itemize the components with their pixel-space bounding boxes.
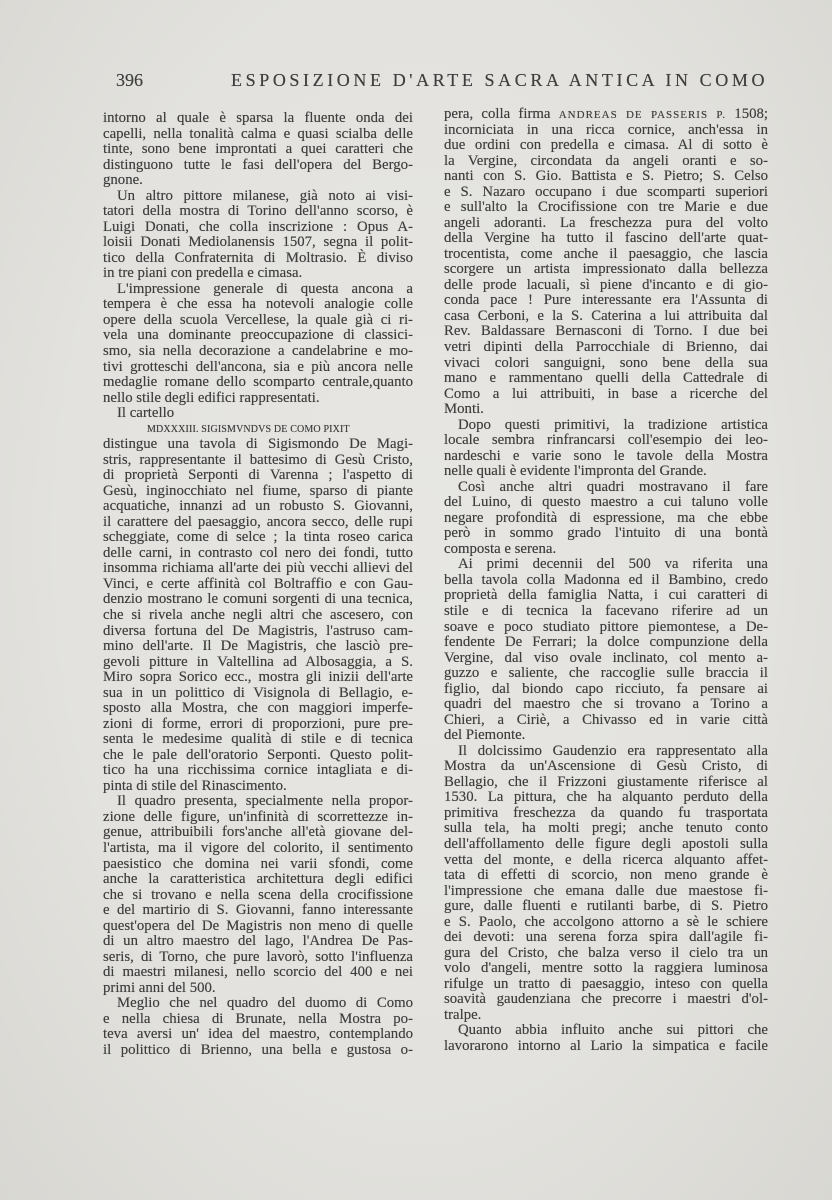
text-line: e S. Paolo, che accolgono attorno a sè le schiere	[444, 913, 768, 930]
paragraph	[103, 406, 413, 422]
text-line: due ordini con predella e cimasa. Al di sotto è	[444, 137, 768, 154]
text-line: quest'opera del De Magistris non meno di quelle	[103, 917, 413, 934]
inscription-line: MDXXXIII. SIGISMVNDVS DE COMO PIXIT	[147, 423, 350, 435]
text-line: che le pale dell'oratorio Serponti. Questo polit-	[103, 746, 413, 763]
text-line: Vinci, e certe affinità col Boltraffio e con Gau-	[103, 575, 413, 592]
text-line: Dopo questi primitivi, la tradizione artistica	[458, 416, 768, 433]
text-line: angeli adoranti. La freschezza pura del volto	[444, 214, 768, 231]
text-line: bella tavola colla Madonna ed il Bambino, credo	[444, 571, 768, 588]
text-line: distingue una tavola di Sigismondo De Magi-	[103, 436, 413, 453]
text-line: casa Cerboni, e la S. Caterina a lui attribuita dal	[444, 307, 768, 324]
text-line: nardeschi e varie sono le tavole della Mostra	[444, 447, 768, 464]
paragraph	[444, 418, 768, 480]
text-line: sua in un polittico di Visignola di Bellagio, e-	[103, 684, 413, 701]
text-line: tinte, sono bene improntati a quei caratteri che	[103, 141, 413, 158]
text-line: medaglie romane dello scomparto centrale,quanto	[103, 374, 413, 391]
paragraph	[103, 437, 413, 794]
text-line: Il cartello	[117, 405, 175, 422]
text-line: acquatiche, innanzi ad un robusto S. Giovanni,	[103, 498, 413, 515]
text-line: 1530. La pittura, che ha alquanto perduto della	[444, 789, 768, 806]
text-line: mano e rammentano quelli della Cattedrale di	[444, 370, 768, 387]
paragraph	[103, 189, 413, 282]
text-line: il carattere del paesaggio, ancora secco, delle rupi	[103, 513, 413, 530]
running-title: ESPOSIZIONE D'ARTE SACRA ANTICA IN COMO	[231, 70, 769, 90]
text-line: delle prode lacuali, sì piene d'incanto e di gio-	[444, 276, 768, 293]
text-line: locale sembra rinfrancarsi coll'esempio dei leo-	[444, 432, 768, 449]
text-line: Luigi Donati, che colla inscrizione : Opus A-	[103, 218, 413, 235]
text-line: vivaci colori sanguigni, sono bene della sua	[444, 354, 768, 371]
text-line: di un altro maestro del lago, l'Andrea De Pas-	[103, 933, 413, 950]
text-line: e S. Nazaro occupano i due scomparti superiori	[444, 183, 768, 200]
paragraph	[103, 794, 413, 996]
text-line: Meglio che nel quadro del duomo di Como	[117, 995, 413, 1012]
text-line: fendente De Ferrari; la dolce compunzione della	[444, 634, 768, 651]
text-line: gura del Cristo, che balza verso il cielo tra un	[444, 944, 768, 961]
text-line: Vergine, dal viso ovale inclinato, col mento a-	[444, 649, 768, 666]
text-line: vetta del monte, e della ricerca alquanto affet-	[444, 851, 768, 868]
text-line: dell'affollamento delle figure degli apostoli sulla	[444, 835, 768, 852]
text-line: tempera è che essa ha notevoli analogie colle	[103, 296, 413, 313]
text-line: Monti.	[444, 401, 484, 418]
text-line: sulla tela, ha molti pregi; anche tenuto conto	[444, 820, 768, 837]
paragraph	[444, 480, 768, 558]
text-line: stile e di tecnica la facevano riferire ad un	[444, 603, 768, 619]
text-segment: pera, colla firma	[444, 106, 559, 122]
text-line: zioni di forme, errori di proporzioni, pure pre-	[103, 715, 413, 732]
text-line: volo d'angeli, mentre sotto la raggiera luminosa	[444, 960, 768, 977]
text-line: gure, dalle fluenti e rutilanti barbe, di S. Pietro	[444, 898, 768, 915]
text-line: Il quadro presenta, specialmente nella propor-	[117, 793, 413, 810]
text-line: sposto alla Mostra, che con maggiori imperfe-	[103, 700, 413, 717]
text-line: teva aversi un' idea del maestro, contemplando	[103, 1026, 413, 1043]
text-line: vela una dominante preoccupazione di classici-	[103, 327, 413, 344]
text-line: stris, rappresentante il battesimo di Gesù Cristo,	[103, 451, 413, 468]
text-line: conda pace ! Pure interessante era l'Assunta di	[444, 292, 768, 309]
text-line: mino dell'arte. Il De Magistris, che lasciò pre-	[103, 638, 413, 655]
text-segment: 1508;	[726, 106, 769, 122]
text-line: quadri del maestro che si trovano a Torino a	[444, 696, 768, 713]
text-line: l'impressione che emana dalle due maestose fi-	[444, 882, 768, 899]
text-line: rifulge un tratto di paesaggio, inteso con quella	[444, 975, 768, 992]
text-line: Mostra da un'Ascensione di Gesù Cristo, di	[444, 758, 768, 775]
text-line: Quanto abbia influito anche sui pittori che	[458, 1022, 768, 1039]
text-line: nello stile degli edifici rappresentati.	[103, 389, 320, 406]
paragraph	[103, 282, 413, 406]
text-line: tico ha una ricchissima cornice intagliata e di-	[103, 762, 413, 779]
paragraph	[103, 111, 413, 189]
text-line: figlio, dal biondo capo ricciuto, fa pensare ai	[444, 680, 768, 697]
text-line: gevoli pitture in Valtellina ad Albosaggia, a S.	[103, 653, 413, 670]
text-line: capelli, nella tonalità calma e quasi scialba delle	[103, 125, 413, 142]
text-line: tralpe.	[444, 1006, 482, 1023]
page-number: 396	[116, 70, 143, 90]
text-line: diversa fortuna del De Magistris, l'astruso cam-	[103, 622, 413, 639]
text-line: del Luino, di questo maestro a cui taluno volle	[444, 494, 768, 511]
text-line: nelle quali è evidente l'impronta del Grande.	[444, 463, 707, 480]
text-line: soave e poco studiato pittore piemontese, a De-	[444, 618, 768, 635]
text-line: Il dolcissimo Gaudenzio era rappresentato alla	[458, 742, 768, 759]
text-line: anche la caratteristica architettura degli edifici	[103, 871, 413, 888]
text-line: composta e serena.	[444, 540, 557, 557]
text-line: Rev. Baldassare Bernasconi di Torno. I due bei	[444, 323, 768, 340]
text-line: incorniciata in una ricca cornice, anch'essa in	[444, 121, 768, 138]
text-line: e del martirio di S. Giovanni, fanno interessante	[103, 902, 413, 919]
text-line: Così anche altri quadri mostravano il fare	[458, 478, 768, 495]
text-line: del Piemonte.	[444, 727, 526, 744]
text-line: primitiva freschezza da quando fu trasportata	[444, 804, 768, 821]
inscription-paragraph	[103, 422, 413, 438]
text-line: soavità gaudenziana che precorre i maestri d'ol-	[444, 991, 768, 1008]
small-caps-signature: ANDREAS DE PASSERIS P.	[558, 109, 727, 121]
text-line: che si trovano e nella scena della crocifissione	[103, 886, 413, 903]
text-line: senta le medesime qualità di stile e di tecnica	[103, 731, 413, 748]
text-line: tata di effetti di scorcio, non meno grande è	[444, 867, 768, 884]
text-line: e nella chiesa di Brunate, nella Mostra po-	[103, 1010, 413, 1027]
paragraph	[444, 107, 768, 418]
text-line: smo, sia nella decorazione a candelabrine e mo-	[103, 342, 413, 359]
text-line: di maestri milanesi, nello scorcio del 400 e nei	[103, 964, 413, 981]
paragraph	[444, 557, 768, 743]
text-line: però in sommo grado l'intuito di una bontà	[444, 525, 768, 542]
text-line	[444, 107, 768, 123]
text-line: nanti con S. Gio. Battista e S. Pietro; S. Celso	[444, 168, 768, 185]
text-line: Gesù, inginocchiato nel fiume, sparso di piante	[103, 482, 413, 499]
text-line: delle carni, in contrasto col nero dei fondi, tutto	[103, 544, 413, 561]
text-line: Bellagio, che il Frizzoni giustamente riferisce al	[444, 773, 768, 790]
paragraph	[103, 996, 413, 1058]
text-line: Como a lui attribuiti, in base a ricerche del	[444, 385, 768, 402]
text-line: trocentista, come anche il paesaggio, che lascia	[444, 245, 768, 262]
text-line: intorno al quale è sparsa la fluente onda dei	[103, 110, 413, 126]
text-line: vetri dipinti della Parrocchiale di Brienno, dai	[444, 338, 768, 355]
text-line: e sull'alto la Crocifissione con tre Marie e due	[444, 199, 768, 216]
text-line: genue, attribuibili fors'anche all'età giovane del-	[103, 824, 413, 841]
text-line: il polittico di Brienno, una bella e gustosa o-	[103, 1041, 413, 1058]
text-line: guzzo e saliente, che raccoglie sulle braccia il	[444, 665, 768, 682]
text-line: denzio mostrano le comuni sorgenti di una tecnica,	[103, 591, 413, 608]
text-line: lavorarono intorno al Lario la simpatica e facile	[444, 1037, 768, 1054]
text-line: tivi grotteschi dell'ancona, sia e più ancora nelle	[103, 358, 413, 375]
paragraph	[444, 1023, 768, 1054]
text-line: Miro sopra Sorico ecc., mostra gli inizii dell'arte	[103, 669, 413, 686]
text-line: proprietà della famiglia Natta, i cui caratteri di	[444, 587, 768, 604]
text-line: di proprietà Serponti di Varenna ; l'aspetto di	[103, 467, 413, 484]
right-text-column	[444, 107, 768, 1054]
text-line: tico della Confraternita di Moltrasio. È diviso	[103, 249, 413, 266]
text-line: Ai primi decennii del 500 va riferita una	[458, 556, 768, 573]
text-line: scorgere un artista impressionato dalla bellezza	[444, 261, 768, 278]
text-line: che si rivela anche negli altri che ascesero, con	[103, 607, 413, 623]
text-line: opere della scuola Vercellese, la quale già ci ri-	[103, 311, 413, 328]
text-line: pinta di stile del Rinascimento.	[103, 777, 287, 794]
text-line: scheggiate, come di selce ; la tinta roseo carica	[103, 529, 413, 546]
left-text-column	[103, 111, 413, 1058]
text-line: seris, di Torno, che pure lavorò, sotto l'influenza	[103, 948, 413, 965]
text-line: negare profondità di espressione, ma che ebbe	[444, 509, 768, 526]
text-line: paesistico che domina nei varii sfondi, come	[103, 855, 413, 872]
paragraph	[444, 744, 768, 1024]
text-line: insomma richiama all'arte dei più vecchi allievi del	[103, 560, 413, 577]
text-line: zione delle figure, un'infinità di scorrettezze in-	[103, 808, 413, 825]
text-line: gnone.	[103, 172, 143, 189]
text-line: Chieri, a Ciriè, a Chivasso ed in varie città	[444, 711, 768, 728]
text-line: tatori della mostra di Torino dell'anno scorso, è	[103, 203, 413, 220]
text-line: in tre piani con predella e cimasa.	[103, 265, 303, 282]
text-line: loisii Donati Mediolanensis 1507, segna il polit-	[103, 234, 413, 251]
text-line: L'impressione generale di questa ancona a	[117, 280, 413, 297]
text-line: la Vergine, circondata da angeli oranti e so-	[444, 152, 768, 169]
text-line: della Vergine ha tutto il fascino dell'arte quat-	[444, 230, 768, 247]
text-line: distinguono tutte le fasi dell'opera del Bergo-	[103, 156, 413, 173]
text-line: primi anni del 500.	[103, 979, 216, 996]
text-line: Un altro pittore milanese, già noto ai visi-	[117, 187, 413, 204]
text-line: dei devoti: una serena forza spira dall'agile fi-	[444, 929, 768, 946]
text-line: l'artista, ma il vigore del colorito, il sentimento	[103, 839, 413, 856]
